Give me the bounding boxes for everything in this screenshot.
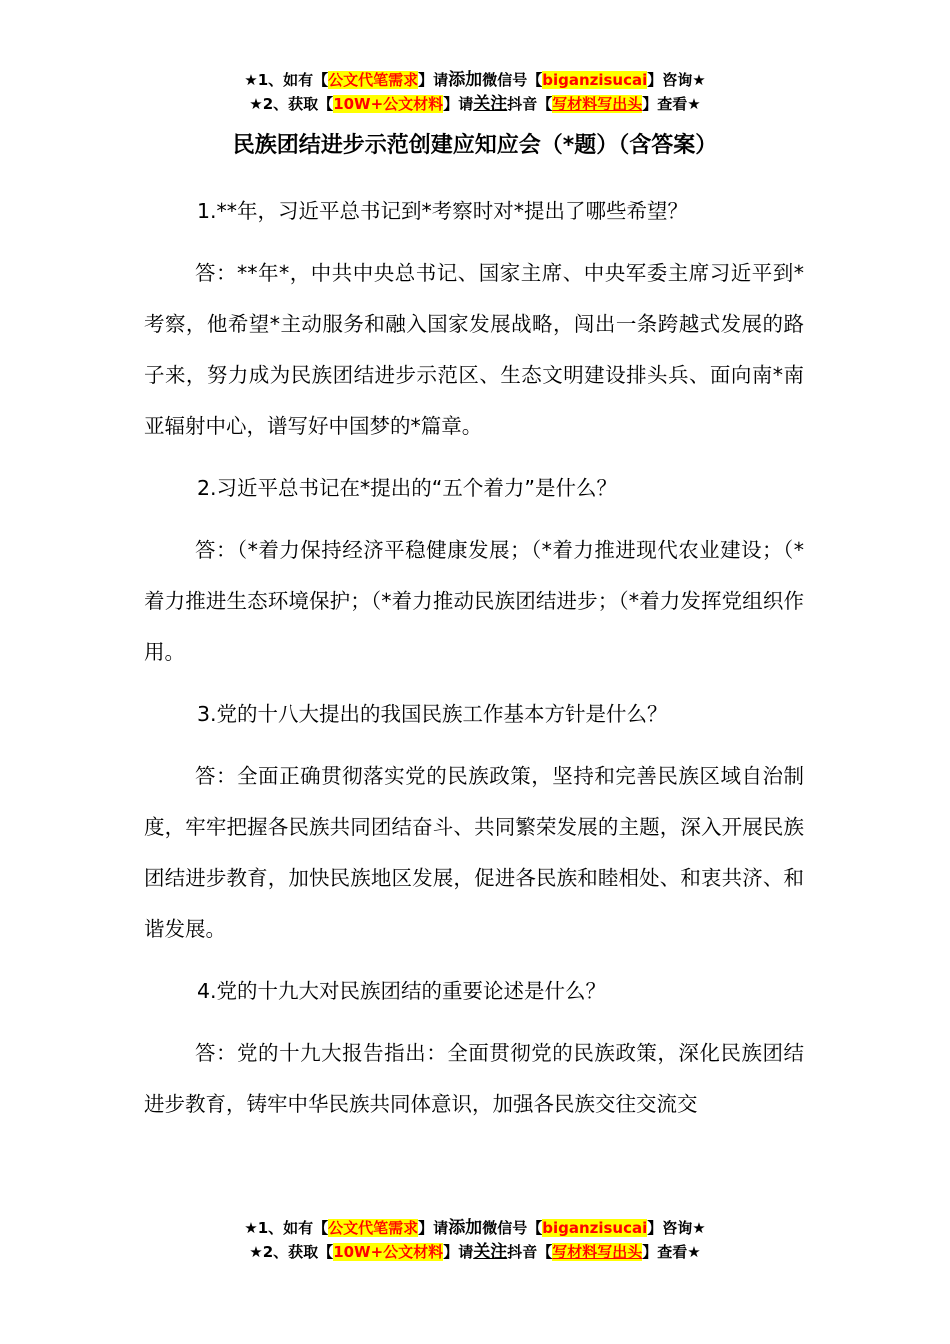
header-banner bbox=[0, 68, 950, 116]
document-title: 民族团结进步示范创建应知应会（*题）（含答案） bbox=[232, 133, 718, 158]
banner-text: 】请 bbox=[443, 1243, 474, 1261]
banner-text: 】咨询★ bbox=[647, 71, 706, 89]
answer-paragraph: 答：（*着力保持经济平稳健康发展；（*着力推进现代农业建设；（*着力推进生态环境保护；（*着力推动民族团结进步；（*着力发挥党组织作用。 bbox=[144, 538, 804, 664]
question-paragraph: 4.党的十九大对民族团结的重要论述是什么？ bbox=[197, 979, 607, 1003]
banner-highlight: 10W+公文材料 bbox=[333, 95, 444, 113]
banner-highlight: 写材料写出头 bbox=[552, 95, 643, 113]
banner-line-2 bbox=[0, 1240, 950, 1264]
banner-highlight: 10W+公文材料 bbox=[333, 1243, 444, 1261]
banner-text: 】请 bbox=[418, 71, 449, 89]
banner-text: 抖音【 bbox=[507, 1243, 553, 1261]
banner-text: 微信号【 bbox=[482, 71, 543, 89]
banner-highlight: 写材料写出头 bbox=[552, 1243, 643, 1261]
answer-paragraph: 答：全面正确贯彻落实党的民族政策，坚持和完善民族区域自治制度，牢牢把握各民族共同团结奋斗、共同繁荣发展的主题，深入开展民族团结进步教育，加快民族地区发展，促进各民族和睦相处、和衷共济、和谐发展。 bbox=[144, 764, 804, 941]
banner-highlight: biganzisucai bbox=[542, 1219, 648, 1237]
banner-line-1 bbox=[0, 1216, 950, 1240]
banner-text: 微信号【 bbox=[482, 1219, 543, 1237]
banner-emphasis: 关注 bbox=[473, 1242, 508, 1262]
banner-highlight: 公文代笔需求 bbox=[328, 1219, 419, 1237]
question-paragraph: 2.习近平总书记在*提出的“五个着力”是什么？ bbox=[197, 476, 618, 500]
banner-text: ★1、如有【 bbox=[244, 1219, 329, 1237]
banner-text: 】咨询★ bbox=[647, 1219, 706, 1237]
footer-banner bbox=[0, 1216, 950, 1264]
banner-text: ★2、获取【 bbox=[249, 1243, 334, 1261]
question-paragraph: 3.党的十八大提出的我国民族工作基本方针是什么？ bbox=[197, 702, 668, 726]
banner-emphasis: 添加 bbox=[448, 70, 483, 90]
banner-text: 】请 bbox=[418, 1219, 449, 1237]
banner-line-2 bbox=[0, 92, 950, 116]
document-body bbox=[144, 186, 804, 1141]
answer-paragraph: 答：**年*，中共中央总书记、国家主席、中央军委主席习近平到*考察，他希望*主动服务和融入国家发展战略，闯出一条跨越式发展的路子来，努力成为民族团结进步示范区、生态文明建设排头兵、面向南*南亚辐射中心，谱写好中国梦的*篇章。 bbox=[144, 261, 804, 438]
banner-text: 】查看★ bbox=[642, 1243, 701, 1261]
banner-text: ★1、如有【 bbox=[244, 71, 329, 89]
banner-text: 抖音【 bbox=[507, 95, 553, 113]
banner-text: 】查看★ bbox=[642, 95, 701, 113]
banner-text: 】请 bbox=[443, 95, 474, 113]
answer-paragraph: 答：党的十九大报告指出：全面贯彻党的民族政策，深化民族团结进步教育，铸牢中华民族共同体意识，加强各民族交往交流交 bbox=[144, 1041, 804, 1116]
banner-emphasis: 添加 bbox=[448, 1218, 483, 1238]
banner-highlight: 公文代笔需求 bbox=[328, 71, 419, 89]
banner-emphasis: 关注 bbox=[473, 94, 508, 114]
banner-line-1 bbox=[0, 68, 950, 92]
banner-text: ★2、获取【 bbox=[249, 95, 334, 113]
banner-highlight: biganzisucai bbox=[542, 71, 648, 89]
question-paragraph: 1.**年，习近平总书记到*考察时对*提出了哪些希望？ bbox=[197, 199, 689, 223]
